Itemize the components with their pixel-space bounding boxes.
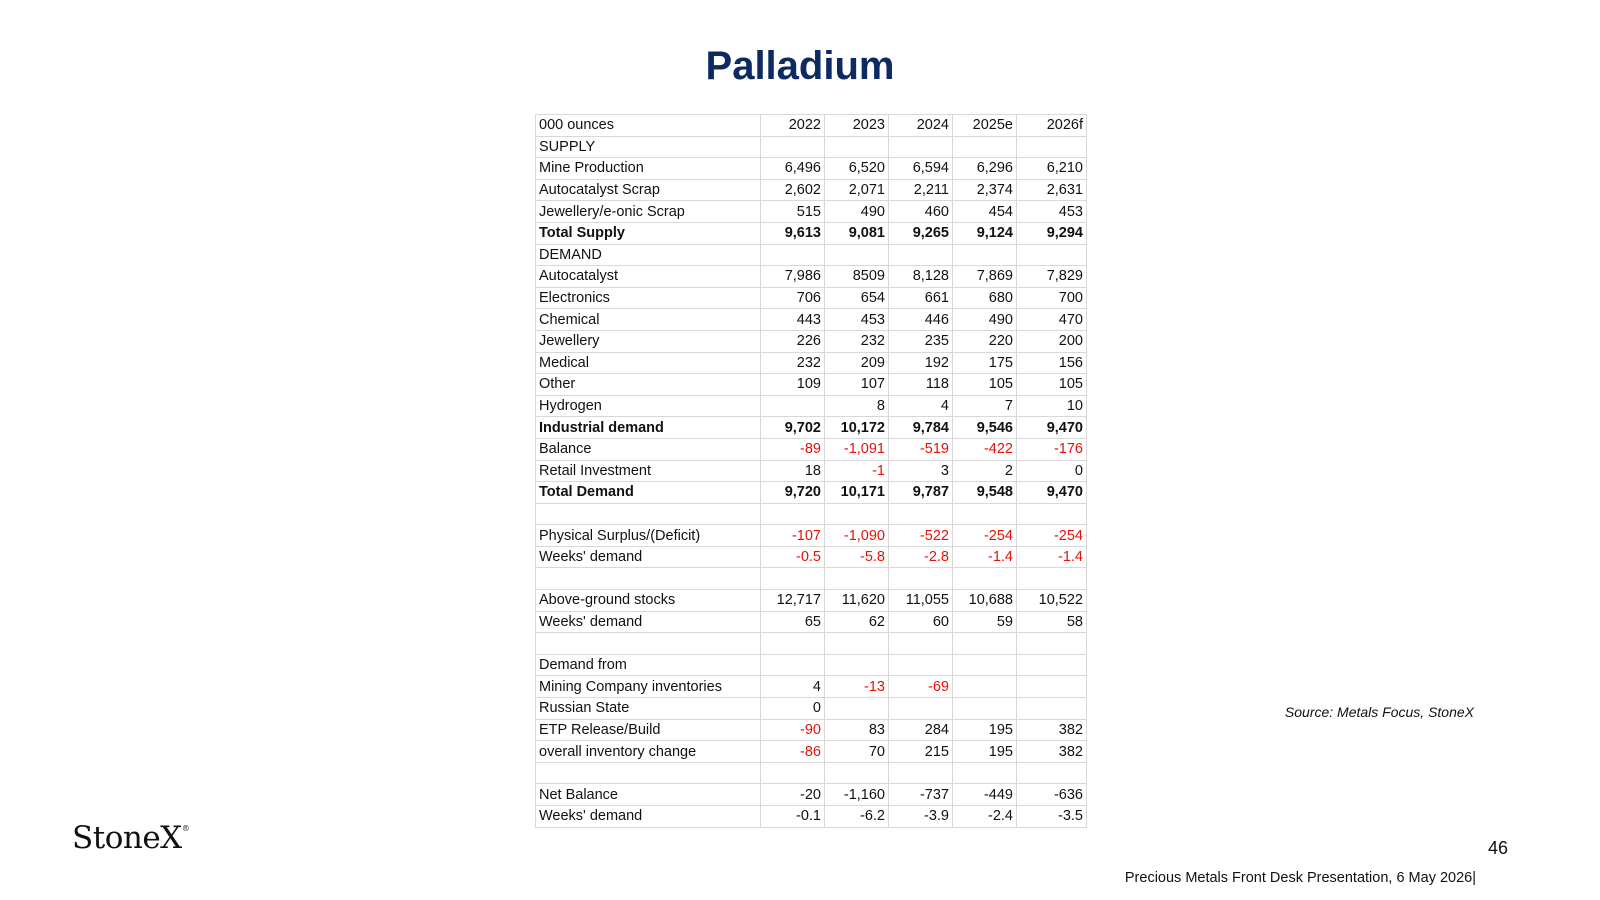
table-header-row [536, 115, 1087, 137]
value-cell: 382 [1017, 741, 1087, 763]
value-cell [761, 503, 825, 525]
value-cell [825, 633, 889, 655]
row-label: Jewellery/e-onic Scrap [536, 201, 761, 223]
value-cell [953, 698, 1017, 720]
value-cell [953, 568, 1017, 590]
table-row [536, 482, 1087, 504]
value-cell: 9,787 [889, 482, 953, 504]
value-cell [1017, 503, 1087, 525]
value-cell [889, 762, 953, 784]
value-cell: 490 [953, 309, 1017, 331]
value-cell: -20 [761, 784, 825, 806]
stonex-logo: StoneX® [72, 820, 190, 856]
header-cell-year: 2023 [825, 115, 889, 137]
value-cell [1017, 244, 1087, 266]
value-cell: 7,986 [761, 266, 825, 288]
value-cell: 70 [825, 741, 889, 763]
value-cell [761, 762, 825, 784]
value-cell: -5.8 [825, 546, 889, 568]
value-cell: 226 [761, 330, 825, 352]
value-cell [761, 654, 825, 676]
table-row [536, 287, 1087, 309]
logo-text: StoneX [72, 820, 182, 856]
value-cell: 453 [1017, 201, 1087, 223]
value-cell [1017, 654, 1087, 676]
row-label [536, 633, 761, 655]
row-label [536, 762, 761, 784]
table-row [536, 525, 1087, 547]
value-cell: 65 [761, 611, 825, 633]
value-cell: 706 [761, 287, 825, 309]
page-number: 46 [1487, 838, 1508, 858]
table-row [536, 222, 1087, 244]
value-cell: -422 [953, 438, 1017, 460]
value-cell [761, 136, 825, 158]
value-cell [1017, 136, 1087, 158]
value-cell: -6.2 [825, 806, 889, 828]
value-cell [761, 244, 825, 266]
value-cell [1017, 676, 1087, 698]
value-cell: 220 [953, 330, 1017, 352]
row-label: Chemical [536, 309, 761, 331]
value-cell: 7 [953, 395, 1017, 417]
source-note: Source: Metals Focus, StoneX [1284, 704, 1474, 720]
row-label: Weeks' demand [536, 546, 761, 568]
header-cell-year: 2026f [1017, 115, 1087, 137]
value-cell: 0 [1017, 460, 1087, 482]
value-cell: 83 [825, 719, 889, 741]
value-cell: 11,055 [889, 590, 953, 612]
table-row [536, 460, 1087, 482]
value-cell: 6,594 [889, 158, 953, 180]
value-cell: -90 [761, 719, 825, 741]
table-row [536, 266, 1087, 288]
value-cell: 105 [953, 374, 1017, 396]
table-row [536, 201, 1087, 223]
value-cell: 118 [889, 374, 953, 396]
value-cell [1017, 568, 1087, 590]
row-label: Autocatalyst [536, 266, 761, 288]
row-label: Mine Production [536, 158, 761, 180]
table-row [536, 417, 1087, 439]
value-cell: 109 [761, 374, 825, 396]
value-cell [889, 654, 953, 676]
row-label: DEMAND [536, 244, 761, 266]
value-cell: 10,171 [825, 482, 889, 504]
footer-text: Precious Metals Front Desk Presentation, 6 May 2026| [1124, 870, 1476, 886]
value-cell: 10,688 [953, 590, 1017, 612]
value-cell [889, 698, 953, 720]
row-label: ETP Release/Build [536, 719, 761, 741]
value-cell: 9,081 [825, 222, 889, 244]
value-cell [825, 136, 889, 158]
row-label: Mining Company inventories [536, 676, 761, 698]
value-cell: 10,172 [825, 417, 889, 439]
value-cell [953, 762, 1017, 784]
value-cell: 453 [825, 309, 889, 331]
value-cell: 175 [953, 352, 1017, 374]
value-cell [1017, 633, 1087, 655]
value-cell: 9,470 [1017, 417, 1087, 439]
value-cell: 195 [953, 741, 1017, 763]
value-cell: 490 [825, 201, 889, 223]
value-cell: 62 [825, 611, 889, 633]
table-row [536, 244, 1087, 266]
value-cell: 235 [889, 330, 953, 352]
table-row [536, 806, 1087, 828]
table-row [536, 330, 1087, 352]
row-label: Total Supply [536, 222, 761, 244]
value-cell: 2 [953, 460, 1017, 482]
row-label: Electronics [536, 287, 761, 309]
value-cell [825, 762, 889, 784]
value-cell: 200 [1017, 330, 1087, 352]
row-label: Russian State [536, 698, 761, 720]
value-cell [953, 244, 1017, 266]
row-label: Medical [536, 352, 761, 374]
value-cell [889, 136, 953, 158]
table-row [536, 676, 1087, 698]
value-cell [889, 503, 953, 525]
row-label: Weeks' demand [536, 806, 761, 828]
value-cell: 11,620 [825, 590, 889, 612]
value-cell [953, 136, 1017, 158]
value-cell [1017, 698, 1087, 720]
value-cell: -3.9 [889, 806, 953, 828]
value-cell: 9,720 [761, 482, 825, 504]
row-label: Industrial demand [536, 417, 761, 439]
row-label: Physical Surplus/(Deficit) [536, 525, 761, 547]
value-cell [825, 503, 889, 525]
value-cell: 446 [889, 309, 953, 331]
value-cell: -519 [889, 438, 953, 460]
value-cell [825, 244, 889, 266]
value-cell: -636 [1017, 784, 1087, 806]
value-cell [953, 676, 1017, 698]
value-cell: -1,160 [825, 784, 889, 806]
value-cell: -1,090 [825, 525, 889, 547]
value-cell [761, 633, 825, 655]
row-label: Jewellery [536, 330, 761, 352]
value-cell: 2,631 [1017, 179, 1087, 201]
value-cell: -0.1 [761, 806, 825, 828]
value-cell: 9,546 [953, 417, 1017, 439]
value-cell: -0.5 [761, 546, 825, 568]
value-cell: -176 [1017, 438, 1087, 460]
value-cell [825, 654, 889, 676]
value-cell: 4 [889, 395, 953, 417]
value-cell: 215 [889, 741, 953, 763]
value-cell: 6,496 [761, 158, 825, 180]
value-cell: 654 [825, 287, 889, 309]
value-cell: 3 [889, 460, 953, 482]
value-cell: 105 [1017, 374, 1087, 396]
value-cell: 9,470 [1017, 482, 1087, 504]
balance-table [535, 114, 1087, 828]
value-cell: 8509 [825, 266, 889, 288]
row-label: Retail Investment [536, 460, 761, 482]
value-cell: 192 [889, 352, 953, 374]
value-cell: 8,128 [889, 266, 953, 288]
value-cell: 232 [825, 330, 889, 352]
table-row [536, 762, 1087, 784]
row-label: Demand from [536, 654, 761, 676]
value-cell: -89 [761, 438, 825, 460]
value-cell [953, 654, 1017, 676]
value-cell: 7,869 [953, 266, 1017, 288]
value-cell: 156 [1017, 352, 1087, 374]
value-cell: 4 [761, 676, 825, 698]
table-row [536, 309, 1087, 331]
value-cell [889, 633, 953, 655]
value-cell: 232 [761, 352, 825, 374]
value-cell: -107 [761, 525, 825, 547]
row-label: overall inventory change [536, 741, 761, 763]
table-row [536, 611, 1087, 633]
value-cell: 2,211 [889, 179, 953, 201]
value-cell [761, 395, 825, 417]
value-cell: 9,784 [889, 417, 953, 439]
value-cell [953, 633, 1017, 655]
value-cell [825, 568, 889, 590]
value-cell [761, 568, 825, 590]
table-row [536, 546, 1087, 568]
table-row [536, 158, 1087, 180]
value-cell: 470 [1017, 309, 1087, 331]
value-cell: -522 [889, 525, 953, 547]
row-label: Hydrogen [536, 395, 761, 417]
value-cell [953, 503, 1017, 525]
header-cell-year: 2022 [761, 115, 825, 137]
value-cell: -254 [953, 525, 1017, 547]
header-cell-units: 000 ounces [536, 115, 761, 137]
value-cell: 10 [1017, 395, 1087, 417]
value-cell: 9,613 [761, 222, 825, 244]
value-cell: 454 [953, 201, 1017, 223]
value-cell [1017, 762, 1087, 784]
value-cell: 443 [761, 309, 825, 331]
value-cell [889, 568, 953, 590]
table-row [536, 136, 1087, 158]
value-cell: 460 [889, 201, 953, 223]
value-cell: -13 [825, 676, 889, 698]
value-cell: 2,071 [825, 179, 889, 201]
value-cell: 6,210 [1017, 158, 1087, 180]
value-cell: 680 [953, 287, 1017, 309]
value-cell: -1 [825, 460, 889, 482]
value-cell: -737 [889, 784, 953, 806]
table-row [536, 784, 1087, 806]
value-cell: -86 [761, 741, 825, 763]
table-row [536, 374, 1087, 396]
value-cell: 9,265 [889, 222, 953, 244]
value-cell [889, 244, 953, 266]
value-cell: -254 [1017, 525, 1087, 547]
table-row [536, 503, 1087, 525]
value-cell: -2.4 [953, 806, 1017, 828]
value-cell: 195 [953, 719, 1017, 741]
value-cell: 9,702 [761, 417, 825, 439]
row-label: Balance [536, 438, 761, 460]
table-row [536, 633, 1087, 655]
value-cell: 8 [825, 395, 889, 417]
table-row [536, 395, 1087, 417]
value-cell: 10,522 [1017, 590, 1087, 612]
value-cell: -2.8 [889, 546, 953, 568]
header-cell-year: 2025e [953, 115, 1017, 137]
table-row [536, 590, 1087, 612]
row-label [536, 568, 761, 590]
header-cell-year: 2024 [889, 115, 953, 137]
value-cell: 6,520 [825, 158, 889, 180]
table-row [536, 719, 1087, 741]
table-row [536, 568, 1087, 590]
page-title: Palladium [705, 44, 895, 88]
value-cell: -449 [953, 784, 1017, 806]
value-cell: 2,602 [761, 179, 825, 201]
value-cell: -3.5 [1017, 806, 1087, 828]
value-cell: 12,717 [761, 590, 825, 612]
value-cell: 2,374 [953, 179, 1017, 201]
value-cell: -1.4 [953, 546, 1017, 568]
value-cell: 58 [1017, 611, 1087, 633]
value-cell: 382 [1017, 719, 1087, 741]
value-cell: 284 [889, 719, 953, 741]
table-row [536, 698, 1087, 720]
value-cell: 515 [761, 201, 825, 223]
value-cell: 9,548 [953, 482, 1017, 504]
row-label: Weeks' demand [536, 611, 761, 633]
value-cell: 59 [953, 611, 1017, 633]
table-row [536, 741, 1087, 763]
row-label [536, 503, 761, 525]
balance-table-body [536, 115, 1087, 828]
row-label: Net Balance [536, 784, 761, 806]
value-cell: 60 [889, 611, 953, 633]
value-cell: -69 [889, 676, 953, 698]
value-cell: 18 [761, 460, 825, 482]
row-label: Total Demand [536, 482, 761, 504]
value-cell: 9,124 [953, 222, 1017, 244]
value-cell: 9,294 [1017, 222, 1087, 244]
row-label: Above-ground stocks [536, 590, 761, 612]
value-cell: 661 [889, 287, 953, 309]
value-cell: 107 [825, 374, 889, 396]
row-label: Other [536, 374, 761, 396]
value-cell: 7,829 [1017, 266, 1087, 288]
row-label: SUPPLY [536, 136, 761, 158]
value-cell [825, 698, 889, 720]
table-row [536, 179, 1087, 201]
value-cell: 6,296 [953, 158, 1017, 180]
value-cell: -1,091 [825, 438, 889, 460]
value-cell: 700 [1017, 287, 1087, 309]
table-row [536, 352, 1087, 374]
table-row [536, 654, 1087, 676]
value-cell: 209 [825, 352, 889, 374]
value-cell: -1.4 [1017, 546, 1087, 568]
row-label: Autocatalyst Scrap [536, 179, 761, 201]
value-cell: 0 [761, 698, 825, 720]
table-row [536, 438, 1087, 460]
